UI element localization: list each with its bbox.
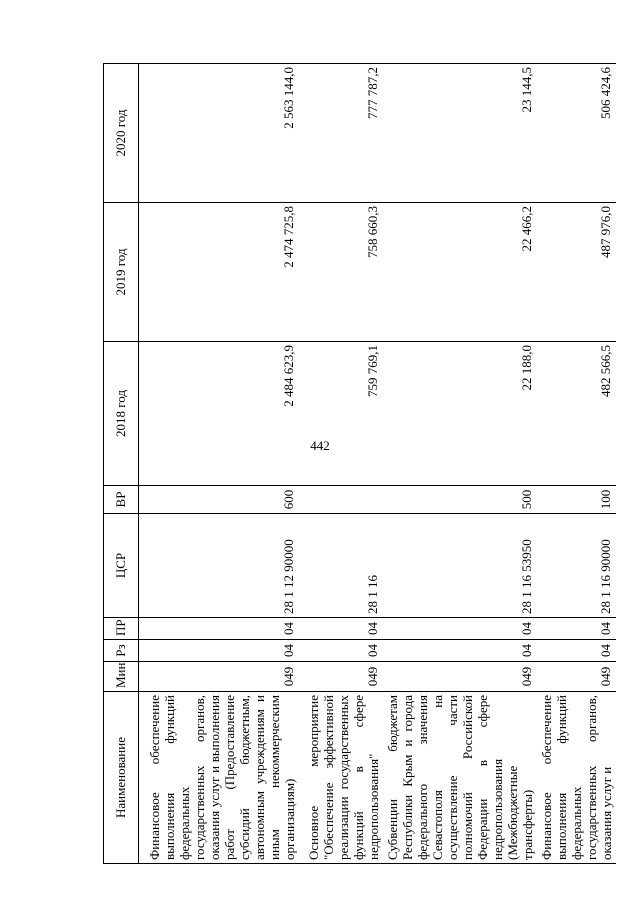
row-pr: 04 — [139, 618, 299, 640]
row-csr: 28 1 16 — [299, 514, 383, 618]
row-pr: 04 — [383, 618, 537, 640]
row-rz: 04 — [537, 640, 616, 662]
row-min: 049 — [383, 662, 537, 692]
row-csr: 28 1 16 53950 — [383, 514, 537, 618]
row-2018: 22 188,0 — [383, 342, 537, 486]
row-csr: 28 1 16 90000 — [537, 514, 616, 618]
row-csr: 28 1 12 90000 — [139, 514, 299, 618]
row-vr: 100 — [537, 486, 616, 514]
header-2018: 2018 год — [104, 342, 139, 486]
table-row — [537, 64, 616, 864]
row-min: 049 — [537, 662, 616, 692]
row-vr: 600 — [139, 486, 299, 514]
row-pr: 04 — [299, 618, 383, 640]
table-header-row — [104, 64, 139, 864]
row-2020: 23 144,5 — [383, 64, 537, 203]
budget-table — [103, 63, 616, 864]
row-2019: 2 474 725,8 — [139, 203, 299, 342]
row-2020: 506 424,6 — [537, 64, 616, 203]
header-2020: 2020 год — [104, 64, 139, 203]
row-min: 049 — [139, 662, 299, 692]
row-vr — [299, 486, 383, 514]
row-min: 049 — [299, 662, 383, 692]
header-csr: ЦСР — [104, 514, 139, 618]
table-row — [383, 64, 537, 864]
table-row — [139, 64, 299, 864]
row-rz: 04 — [139, 640, 299, 662]
row-pr: 04 — [537, 618, 616, 640]
row-2019: 758 660,3 — [299, 203, 383, 342]
page-number: 442 — [310, 438, 330, 453]
header-name: Наименование — [104, 692, 139, 864]
row-rz: 04 — [383, 640, 537, 662]
row-name: Основное мероприятие "Обеспечение эффективной реализации государственных функций в сфере недропользования" — [299, 692, 383, 864]
row-rz: 04 — [299, 640, 383, 662]
row-2020: 2 563 144,0 — [139, 64, 299, 203]
header-pr: ПР — [104, 618, 139, 640]
header-rz: Рз — [104, 640, 139, 662]
row-name: Субвенции бюджетам Республики Крым и города федерального значения Севастополя на осуществление части полномочий Российской Федерации в сфере недропользования (Межбюджетные трансферты) — [383, 692, 537, 864]
header-min: Мин — [104, 662, 139, 692]
row-2019: 22 466,2 — [383, 203, 537, 342]
row-2019: 487 976,0 — [537, 203, 616, 342]
row-name: Финансовое обеспечение выполнения функций федеральных государственных органов, оказания услуг и выполнения работ (Предоставление субсидий бюджетным, автономным учреждениям и иным некоммерческим организациям) — [139, 692, 299, 864]
row-2020: 777 787,2 — [299, 64, 383, 203]
header-2019: 2019 год — [104, 203, 139, 342]
row-2018: 759 769,1 — [299, 342, 383, 486]
table-row — [299, 64, 383, 864]
row-2018: 482 566,5 — [537, 342, 616, 486]
budget-table-rotated — [103, 64, 639, 864]
row-vr: 500 — [383, 486, 537, 514]
row-name: Финансовое обеспечение выполнения функций федеральных государственных органов, оказания услуг и — [537, 692, 616, 864]
header-vr: ВР — [104, 486, 139, 514]
row-2018: 2 484 623,9 — [139, 342, 299, 486]
